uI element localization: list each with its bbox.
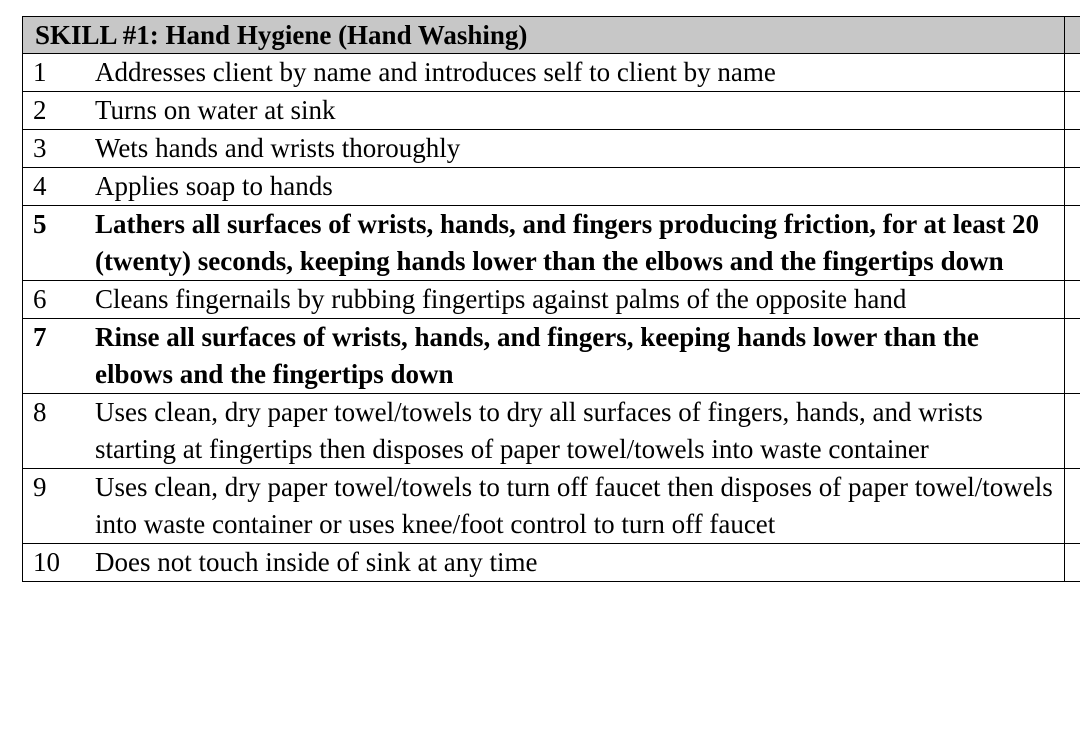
table-row [23,394,1080,469]
step-number: 5 [33,209,47,239]
table-row [23,544,1080,582]
step-text: Does not touch inside of sink at any time [95,547,538,577]
step-number: 2 [33,95,47,125]
step-text: Rinse all surfaces of wrists, hands, and fingers, keeping hands lower than the elbows and the fingertips down [95,322,979,389]
step-text: Turns on water at sink [95,95,336,125]
step-text: Lathers all surfaces of wrists, hands, and fingers producing friction, for at least 20 (twenty) seconds, keeping hands lower than the elbows and the fingertips down [95,209,1039,276]
step-number: 8 [33,397,47,427]
step-number: 10 [33,547,60,577]
step-number: 3 [33,133,47,163]
score-cell [1065,168,1080,206]
step-text: Uses clean, dry paper towel/towels to dry all surfaces of fingers, hands, and wrists starting at fingertips then disposes of paper towel/towels into waste container [95,397,983,464]
score-cell [1065,206,1080,281]
score-cell [1065,469,1080,544]
step-text: Applies soap to hands [95,171,333,201]
table-row [23,168,1080,206]
score-cell [1065,281,1080,319]
table-row-critical [23,206,1080,281]
step-number: 9 [33,472,47,502]
skill-title: SKILL #1: Hand Hygiene (Hand Washing) [23,17,1065,54]
table-row [23,92,1080,130]
step-number: 7 [33,322,47,352]
score-cell [1065,54,1080,92]
table-body [23,17,1080,582]
step-text: Addresses client by name and introduces self to client by name [95,57,776,87]
step-text: Cleans fingernails by rubbing fingertips against palms of the opposite hand [95,284,907,314]
header-score-cell [1065,17,1080,54]
table-row-critical [23,319,1080,394]
table-row [23,469,1080,544]
step-text: Uses clean, dry paper towel/towels to turn off faucet then disposes of paper towel/towels into waste container or uses knee/foot control to turn off faucet [95,472,1053,539]
score-cell [1065,319,1080,394]
header-row [23,17,1080,54]
table-row [23,281,1080,319]
score-cell [1065,92,1080,130]
score-cell [1065,394,1080,469]
step-number: 4 [33,171,47,201]
score-cell [1065,544,1080,582]
step-number: 6 [33,284,47,314]
step-text: Wets hands and wrists thoroughly [95,133,461,163]
table-row [23,54,1080,92]
step-number: 1 [33,57,47,87]
score-cell [1065,130,1080,168]
table-row [23,130,1080,168]
skill-checklist-table [22,16,1080,582]
